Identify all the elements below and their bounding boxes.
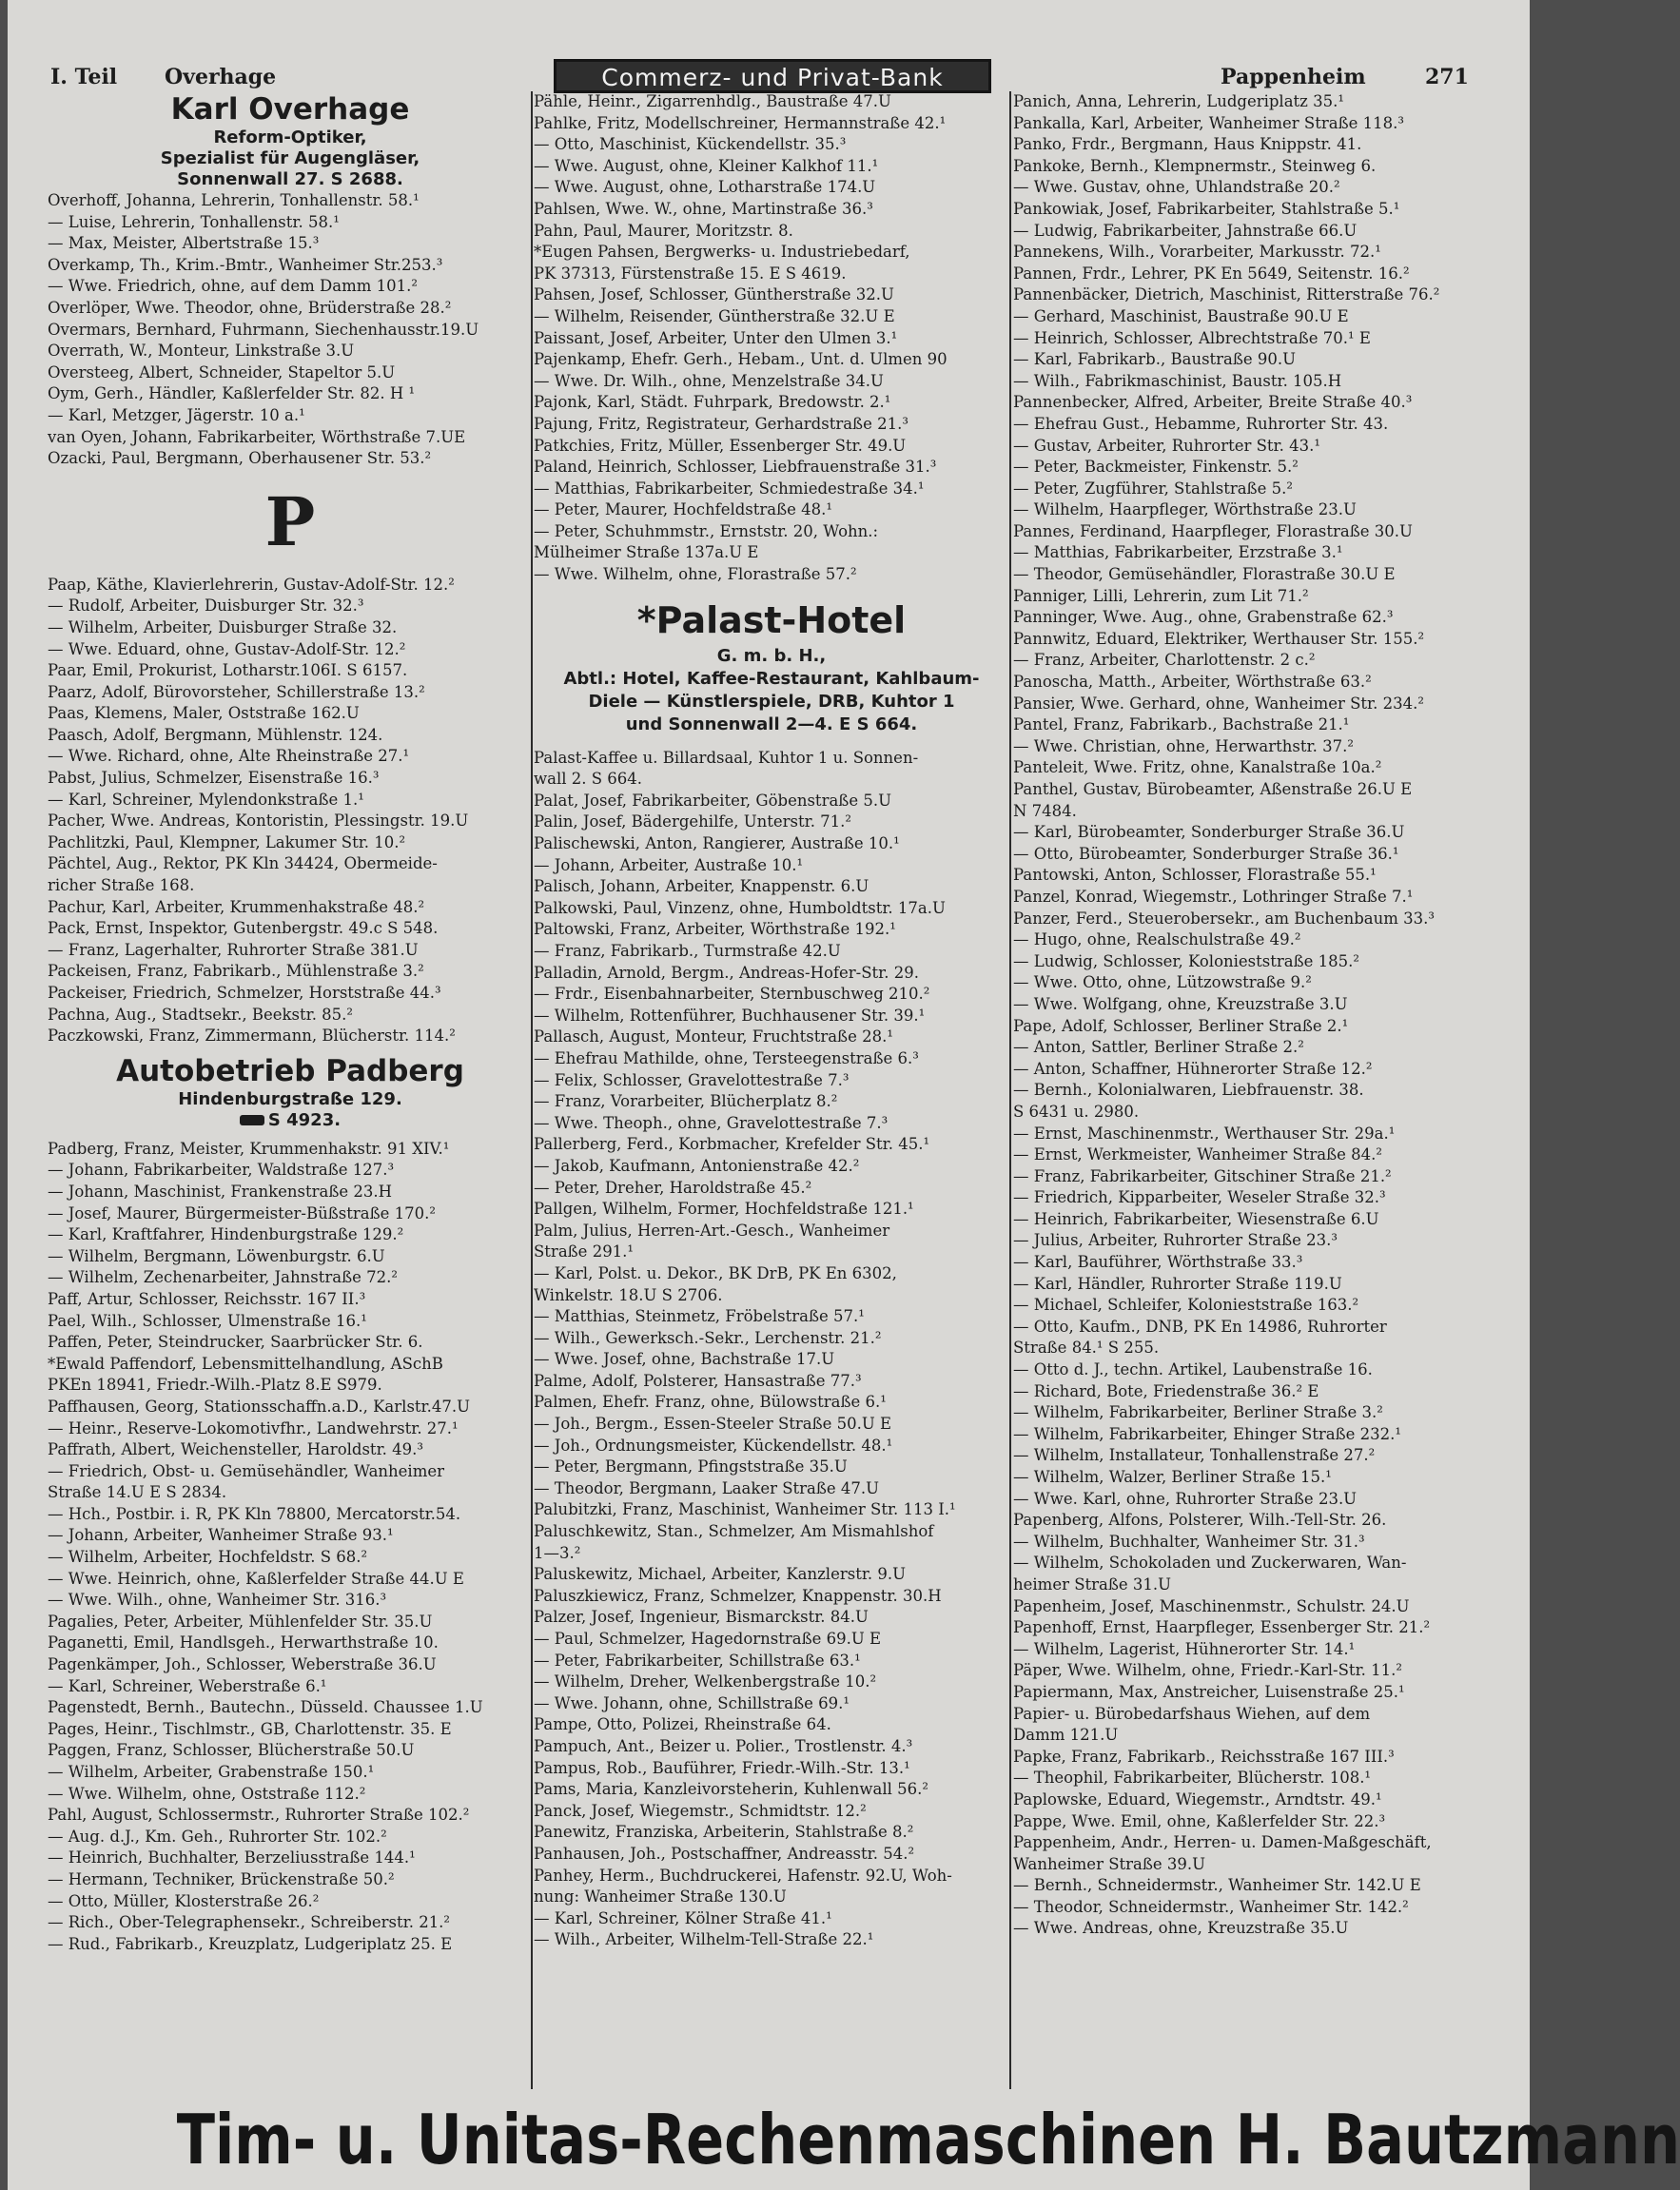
directory-entry: *Ewald Paffendorf, Lebensmittelhandlung, ASchB <box>48 1354 443 1373</box>
directory-entry: — Wilhelm, Lagerist, Hühnerorter Str. 14.¹ <box>1013 1639 1356 1658</box>
directory-entry: Paczkowski, Franz, Zimmermann, Blücherstr. 114.² <box>48 1027 456 1046</box>
directory-entry: Pachna, Aug., Stadtsekr., Beekstr. 85.² <box>48 1005 354 1024</box>
directory-entry: Pächtel, Aug., Rektor, PK Kln 34424, Obermeide- <box>48 854 438 873</box>
column-1 <box>48 91 533 2089</box>
directory-entry: Pampe, Otto, Polizei, Rheinstraße 64. <box>534 1715 831 1734</box>
directory-entry: Pack, Ernst, Inspektor, Gutenbergstr. 49.c S 548. <box>48 919 439 938</box>
directory-entry: — Peter, Maurer, Hochfeldstraße 48.¹ <box>534 500 833 519</box>
directory-entry: PKEn 18941, Friedr.-Wilh.-Platz 8.E S979. <box>48 1376 382 1395</box>
directory-entry: Pael, Wilh., Schlosser, Ulmenstraße 16.¹ <box>48 1311 367 1330</box>
directory-entry: — Michael, Schleifer, Kolonieststraße 163.² <box>1013 1296 1359 1315</box>
directory-entry: — Franz, Vorarbeiter, Blücherplatz 8.² <box>534 1092 838 1111</box>
directory-entry: — Karl, Metzger, Jägerstr. 10 a.¹ <box>48 405 305 424</box>
directory-entry: — Wilh., Fabrikmaschinist, Baustr. 105.H <box>1013 371 1342 390</box>
directory-entry: — Wwe. Wolfgang, ohne, Kreuzstraße 3.U <box>1013 994 1348 1013</box>
directory-entry: — Matthias, Fabrikarbeiter, Schmiedestraße 34.¹ <box>534 479 925 498</box>
directory-entry: — Theodor, Gemüsehändler, Florastraße 30.U E <box>1013 565 1396 584</box>
directory-entry: — Bernh., Kolonialwaren, Liebfrauenstr. 38. <box>1013 1081 1364 1100</box>
directory-entry: PK 37313, Fürstenstraße 15. E S 4619. <box>534 264 847 283</box>
directory-entry: Paarz, Adolf, Bürovorsteher, Schillerstraße 13.² <box>48 682 425 701</box>
directory-entry: Paas, Klemens, Maler, Oststraße 162.U <box>48 704 360 723</box>
directory-entry: — Wilhelm, Buchhalter, Wanheimer Str. 31.³ <box>1013 1532 1365 1551</box>
directory-entry: Panteleit, Wwe. Fritz, ohne, Kanalstraße 10a.² <box>1013 758 1382 777</box>
directory-entry: — Aug. d.J., Km. Geh., Ruhrorter Str. 102.² <box>48 1827 387 1846</box>
directory-entry: Patkchies, Fritz, Müller, Essenberger Str. 49.U <box>534 436 907 455</box>
directory-entry: — Johann, Fabrikarbeiter, Waldstraße 127.³ <box>48 1161 395 1180</box>
directory-entry: Pappenheim, Andr., Herren- u. Damen-Maßgeschäft, <box>1013 1833 1432 1852</box>
directory-entry: — Wwe. Gustav, ohne, Uhlandstraße 20.² <box>1013 178 1340 197</box>
directory-entry: Palubitzki, Franz, Maschinist, Wanheimer Str. 113 I.¹ <box>534 1500 956 1519</box>
directory-entry: Pantowski, Anton, Schlosser, Florastraße 55.¹ <box>1013 866 1377 885</box>
directory-entry: S 6431 u. 2980. <box>1013 1102 1140 1121</box>
ad-title: Autobetrieb Padberg <box>116 1053 464 1088</box>
directory-entry: Papier- u. Bürobedarfshaus Wiehen, auf dem <box>1013 1704 1371 1723</box>
directory-entry: Pahl, August, Schlossermstr., Ruhrorter Straße 102.² <box>48 1806 470 1825</box>
directory-entry: — Franz, Fabrikarb., Turmstraße 42.U <box>534 942 841 960</box>
directory-entry: — Peter, Dreher, Haroldstraße 45.² <box>534 1178 812 1197</box>
directory-entry: — Franz, Lagerhalter, Ruhrorter Straße 381.U <box>48 940 419 959</box>
directory-entry: — Wwe. Johann, ohne, Schillstraße 69.¹ <box>534 1693 850 1712</box>
directory-entry: — Karl, Schreiner, Weberstraße 6.¹ <box>48 1676 327 1695</box>
directory-entry: — Peter, Backmeister, Finkenstr. 5.² <box>1013 458 1299 477</box>
directory-entry: Pankalla, Karl, Arbeiter, Wanheimer Straße 118.³ <box>1013 113 1404 132</box>
directory-entry: — Friedrich, Kipparbeiter, Weseler Straße 32.³ <box>1013 1188 1386 1207</box>
directory-entry: — Wwe. Wilhelm, ohne, Oststraße 112.² <box>48 1784 366 1803</box>
directory-entry: Papenheim, Josef, Maschinenmstr., Schulstr. 24.U <box>1013 1596 1410 1615</box>
directory-entry: — Wwe. August, ohne, Kleiner Kalkhof 11.¹ <box>534 156 879 175</box>
directory-entry: — Theodor, Schneidermstr., Wanheimer Str. 142.² <box>1013 1897 1409 1916</box>
directory-entry: — Ehefrau Mathilde, ohne, Tersteegenstraße 6.³ <box>534 1048 919 1067</box>
directory-entry: — Heinrich, Schlosser, Albrechtstraße 70.¹ E <box>1013 328 1371 347</box>
directory-entry: — Wwe. Karl, ohne, Ruhrorter Straße 23.U <box>1013 1489 1358 1508</box>
directory-entry: — Richard, Bote, Friedenstraße 36.² E <box>1013 1381 1319 1400</box>
directory-entry: Palme, Adolf, Polsterer, Hansastraße 77.³ <box>534 1371 862 1390</box>
directory-entry: — Friedrich, Obst- u. Gemüsehändler, Wanheimer <box>48 1461 444 1480</box>
directory-entry: Palast-Kaffee u. Billardsaal, Kuhtor 1 u. Sonnen- <box>534 748 919 767</box>
directory-entry: Paggen, Franz, Schlosser, Blücherstraße 50.U <box>48 1741 415 1760</box>
directory-entry: Pape, Adolf, Schlosser, Berliner Straße 2.¹ <box>1013 1016 1349 1035</box>
directory-entry: Panthel, Gustav, Bürobeamter, Aßenstraße 26.U E <box>1013 780 1413 798</box>
directory-entry: Pappe, Wwe. Emil, ohne, Kaßlerfelder Str. 22.³ <box>1013 1811 1386 1830</box>
telephone-icon <box>240 1115 264 1125</box>
directory-entry: Pajenkamp, Ehefr. Gerh., Hebam., Unt. d. Ulmen 90 <box>534 350 947 369</box>
directory-entry: — Peter, Schuhmmstr., Ernststr. 20, Wohn.: <box>534 521 879 540</box>
directory-entry: — Julius, Arbeiter, Ruhrorter Straße 23.³ <box>1013 1231 1338 1250</box>
directory-entry: — Wwe. Otto, ohne, Lützowstraße 9.² <box>1013 973 1312 992</box>
directory-entry: — Peter, Bergmann, Pfingststraße 35.U <box>534 1457 848 1476</box>
directory-entry: N 7484. <box>1013 801 1077 820</box>
directory-entry: — Theophil, Fabrikarbeiter, Blücherstr. 108.¹ <box>1013 1769 1372 1788</box>
directory-entry: — Franz, Fabrikarbeiter, Gitschiner Straße 21.² <box>1013 1166 1392 1185</box>
directory-entry: Straße 84.¹ S 255. <box>1013 1339 1160 1358</box>
directory-entry: — Karl, Händler, Ruhrorter Straße 119.U <box>1013 1274 1342 1293</box>
directory-entry: Mülheimer Straße 137a.U E <box>534 543 759 562</box>
directory-entry: Panhausen, Joh., Postschaffner, Andreasstr. 54.² <box>534 1844 915 1863</box>
directory-entry: Pallgen, Wilhelm, Former, Hochfeldstraße 121.¹ <box>534 1200 914 1219</box>
directory-entry: Panninger, Wwe. Aug., ohne, Grabenstraße 62.³ <box>1013 608 1394 627</box>
directory-entry: 1—3.² <box>534 1543 581 1562</box>
directory-entry: — Wwe. Heinrich, ohne, Kaßlerfelder Straße 44.U E <box>48 1569 464 1588</box>
directory-entry: Pachur, Karl, Arbeiter, Krummenhakstraße 48.² <box>48 897 425 916</box>
directory-entry: — Heinrich, Fabrikarbeiter, Wiesenstraße 6.U <box>1013 1209 1379 1228</box>
directory-entry: Pages, Heinr., Tischlmstr., GB, Charlottenstr. 35. E <box>48 1719 452 1738</box>
directory-entry: Paasch, Adolf, Bergmann, Mühlenstr. 124. <box>48 725 383 744</box>
directory-entry: — Gustav, Arbeiter, Ruhrorter Str. 43.¹ <box>1013 436 1320 455</box>
directory-entry: Pansier, Wwe. Gerhard, ohne, Wanheimer Str. 234.² <box>1013 694 1424 713</box>
ad-line <box>48 1110 533 1131</box>
page-number: 271 <box>1425 65 1469 89</box>
directory-entry: — Wilhelm, Walzer, Berliner Straße 15.¹ <box>1013 1468 1332 1486</box>
directory-entry: — Ehefrau Gust., Hebamme, Ruhrorter Str. 43. <box>1013 414 1389 433</box>
directory-entry: — Ludwig, Schlosser, Kolonieststraße 185.² <box>1013 951 1359 970</box>
directory-entry: Damm 121.U <box>1013 1726 1119 1745</box>
column-3 <box>1013 91 1498 2089</box>
directory-entry: Overhoff, Johanna, Lehrerin, Tonhallenstr. 58.¹ <box>48 191 420 209</box>
directory-entry: Pahn, Paul, Maurer, Moritzstr. 8. <box>534 221 793 240</box>
directory-entry: — Karl, Bauführer, Wörthstraße 33.³ <box>1013 1253 1303 1272</box>
directory-entry: Palat, Josef, Fabrikarbeiter, Göbenstraße 5.U <box>534 791 891 810</box>
directory-entry: — Ludwig, Fabrikarbeiter, Jahnstraße 66.U <box>1013 221 1358 240</box>
directory-entry: Panzer, Ferd., Steuerobersekr., am Buchenbaum 33.³ <box>1013 909 1436 928</box>
directory-entry: — Wilhelm, Reisender, Güntherstraße 32.U E <box>534 306 895 325</box>
directory-entry: — Matthias, Fabrikarbeiter, Erzstraße 3.¹ <box>1013 543 1343 562</box>
directory-entry: — Johann, Arbeiter, Austraße 10.¹ <box>534 855 804 874</box>
directory-entry: — Otto, Kaufm., DNB, PK En 14986, Ruhrorter <box>1013 1317 1387 1336</box>
directory-entry: Palzer, Josef, Ingenieur, Bismarckstr. 84.U <box>534 1608 869 1627</box>
ad-line: Spezialist für Augengläser, <box>160 148 420 168</box>
directory-entry: Paffen, Peter, Steindrucker, Saarbrücker Str. 6. <box>48 1333 423 1352</box>
directory-entry: Paffhausen, Georg, Stationsschaffn.a.D., Karlstr.47.U <box>48 1397 471 1416</box>
directory-entry: Palin, Josef, Bädergehilfe, Unterstr. 71.² <box>534 812 852 831</box>
directory-entry: — Otto d. J., techn. Artikel, Laubenstraße 16. <box>1013 1360 1373 1379</box>
directory-entry: — Wilhelm, Dreher, Welkenbergstraße 10.² <box>534 1672 877 1691</box>
directory-entry: — Wilhelm, Schokoladen und Zuckerwaren, Wan- <box>1013 1554 1407 1573</box>
directory-entry: — Karl, Fabrikarb., Baustraße 90.U <box>1013 350 1297 369</box>
entries-paehle <box>534 91 1009 586</box>
directory-entry: — Wilhelm, Arbeiter, Duisburger Straße 32. <box>48 617 398 636</box>
directory-entry: Winkelstr. 18.U S 2706. <box>534 1285 723 1304</box>
directory-entry: — Heinr., Reserve-Lokomotivfhr., Landwehrstr. 27.¹ <box>48 1418 459 1437</box>
directory-entry: nung: Wanheimer Straße 130.U <box>534 1887 787 1906</box>
directory-entry: Papke, Franz, Fabrikarb., Reichsstraße 167 III.³ <box>1013 1747 1395 1766</box>
directory-entry: Pahlke, Fritz, Modellschreiner, Hermannstraße 42.¹ <box>534 113 947 132</box>
directory-entry: — Wilh., Arbeiter, Wilhelm-Tell-Straße 22.¹ <box>534 1930 874 1949</box>
directory-entry: Pajung, Fritz, Registrateur, Gerhardstraße 21.³ <box>534 414 908 433</box>
directory-entry: Pallerberg, Ferd., Korbmacher, Krefelder Str. 45.¹ <box>534 1135 930 1154</box>
directory-entry: — Peter, Zugführer, Stahlstraße 5.² <box>1013 479 1293 498</box>
directory-entry: — Max, Meister, Albertstraße 15.³ <box>48 234 320 253</box>
directory-entry: — Anton, Schaffner, Hühnerorter Straße 12.² <box>1013 1059 1373 1078</box>
directory-entry: Papiermann, Max, Anstreicher, Luisenstraße 25.¹ <box>1013 1682 1405 1701</box>
directory-entry: — Karl, Schreiner, Kölner Straße 41.¹ <box>534 1908 832 1927</box>
directory-entry: — Johann, Maschinist, Frankenstraße 23.H <box>48 1182 393 1201</box>
directory-entry: Overkamp, Th., Krim.-Bmtr., Wanheimer Str.253.³ <box>48 255 443 274</box>
entries-palast <box>534 748 1009 1951</box>
ad-padberg <box>48 1053 533 1131</box>
directory-entry: — Felix, Schlosser, Gravelottestraße 7.³ <box>534 1070 850 1089</box>
directory-entry: Pankowiak, Josef, Fabrikarbeiter, Stahlstraße 5.¹ <box>1013 199 1400 218</box>
ad-line: Sonnenwall 27. S 2688. <box>177 169 403 189</box>
ad-phone: S 4923. <box>267 1109 342 1130</box>
directory-entry: Päper, Wwe. Wilhelm, ohne, Friedr.-Karl-Str. 11.² <box>1013 1661 1402 1680</box>
directory-entry: Panoscha, Matth., Arbeiter, Wörthstraße 63.² <box>1013 673 1372 692</box>
directory-entry: Palisch, Johann, Arbeiter, Knappenstr. 6.U <box>534 877 869 896</box>
ad-line: Hindenburgstraße 129. <box>178 1088 402 1109</box>
directory-entry: — Wilhelm, Fabrikarbeiter, Berliner Straße 3.² <box>1013 1403 1383 1422</box>
directory-entry: Paganetti, Emil, Handlsgeh., Herwarthstraße 10. <box>48 1633 439 1652</box>
directory-entry: — Wilhelm, Arbeiter, Grabenstraße 150.¹ <box>48 1763 375 1781</box>
ad-line: und Sonnenwall 2—4. E S 664. <box>625 714 918 734</box>
directory-entry: Pallasch, August, Monteur, Fruchtstraße 28.¹ <box>534 1027 893 1046</box>
directory-entry: — Karl, Kraftfahrer, Hindenburgstraße 129.² <box>48 1225 404 1244</box>
directory-entry: Paluskewitz, Michael, Arbeiter, Kanzlerstr. 9.U <box>534 1565 907 1584</box>
directory-entry: Pannekens, Wilh., Vorarbeiter, Markusstr. 72.¹ <box>1013 243 1381 262</box>
directory-entry: Paland, Heinrich, Schlosser, Liebfrauenstraße 31.³ <box>534 458 937 477</box>
directory-entry: — Wilhelm, Fabrikarbeiter, Ehinger Straße 232.¹ <box>1013 1424 1402 1443</box>
directory-entry: Pannenbecker, Alfred, Arbeiter, Breite Straße 40.³ <box>1013 393 1413 412</box>
directory-entry: Panniger, Lilli, Lehrerin, zum Lit 71.² <box>1013 586 1309 605</box>
directory-entry: Pajonk, Karl, Städt. Fuhrpark, Bredowstr. 2.¹ <box>534 393 891 412</box>
directory-entry: — Joh., Ordnungsmeister, Kückendellstr. 48.¹ <box>534 1436 893 1455</box>
directory-entry: — Wwe. Friedrich, ohne, auf dem Damm 101.² <box>48 277 418 296</box>
directory-entry: Paff, Artur, Schlosser, Reichsstr. 167 II.³ <box>48 1289 366 1308</box>
ad-line: G. m. b. H., <box>716 645 827 666</box>
directory-entry: — Wwe. Dr. Wilh., ohne, Menzelstraße 34.U <box>534 371 884 390</box>
directory-entry: Papenhoff, Ernst, Haarpfleger, Essenberger Str. 21.² <box>1013 1618 1431 1637</box>
directory-entry: — Franz, Arbeiter, Charlottenstr. 2 c.² <box>1013 651 1316 670</box>
directory-entry: Pampuch, Ant., Beizer u. Polier., Trostlenstr. 4.³ <box>534 1736 913 1755</box>
ad-line: Reform-Optiker, <box>213 127 367 147</box>
directory-entry: Oversteeg, Albert, Schneider, Stapeltor 5.U <box>48 362 396 381</box>
directory-entry: — Paul, Schmelzer, Hagedornstraße 69.U E <box>534 1630 882 1648</box>
directory-entry: Paffrath, Albert, Weichensteller, Haroldstr. 49.³ <box>48 1440 423 1459</box>
directory-entry: richer Straße 168. <box>48 876 195 895</box>
directory-entry: Paluszkiewicz, Franz, Schmelzer, Knappenstr. 30.H <box>534 1586 942 1605</box>
directory-entry: Pagalies, Peter, Arbeiter, Mühlenfelder Str. 35.U <box>48 1612 433 1631</box>
directory-entry: Pannwitz, Eduard, Elektriker, Werthauser Str. 155.² <box>1013 629 1425 648</box>
directory-entry: — Rich., Ober-Telegraphensekr., Schreiberstr. 21.² <box>48 1913 451 1932</box>
directory-entry: Panich, Anna, Lehrerin, Ludgeriplatz 35.¹ <box>1013 92 1344 110</box>
last-entry-word: Pappenheim <box>1221 65 1366 89</box>
directory-entry: Ozacki, Paul, Bergmann, Oberhausener Str. 53.² <box>48 449 432 468</box>
directory-entry: Paplowske, Eduard, Wiegemstr., Arndtstr. 49.¹ <box>1013 1789 1382 1809</box>
directory-entry: — Luise, Lehrerin, Tonhallenstr. 58.¹ <box>48 212 340 231</box>
directory-entry: Straße 291.¹ <box>534 1242 635 1261</box>
directory-entry: Palladin, Arnold, Bergm., Andreas-Hofer-Str. 29. <box>534 963 919 982</box>
directory-entry: Packeiser, Friedrich, Schmelzer, Horststraße 44.³ <box>48 984 441 1002</box>
directory-entry: — Matthias, Steinmetz, Fröbelstraße 57.¹ <box>534 1307 865 1326</box>
directory-entry: Pähle, Heinr., Zigarrenhdlg., Baustraße 47.U <box>534 92 891 110</box>
directory-entry: Overmars, Bernhard, Fuhrmann, Siechenhausstr.19.U <box>48 320 479 339</box>
directory-entry: — Wilhelm, Arbeiter, Hochfeldstr. S 68.² <box>48 1548 368 1567</box>
directory-entry: Pannes, Ferdinand, Haarpfleger, Florastraße 30.U <box>1013 521 1413 540</box>
directory-entry: — Anton, Sattler, Berliner Straße 2.² <box>1013 1038 1304 1057</box>
first-entry-word: Overhage <box>165 65 277 89</box>
directory-entry: Papenberg, Alfons, Polsterer, Wilh.-Tell-Str. 26. <box>1013 1511 1387 1530</box>
directory-entry: — Hermann, Techniker, Brückenstraße 50.² <box>48 1869 395 1888</box>
directory-entry: — Johann, Arbeiter, Wanheimer Straße 93.¹ <box>48 1526 394 1545</box>
directory-entry: Pabst, Julius, Schmelzer, Eisenstraße 16.³ <box>48 769 380 788</box>
directory-entry: — Ernst, Werkmeister, Wanheimer Straße 84.² <box>1013 1145 1383 1164</box>
directory-entry: Pantel, Franz, Fabrikarb., Bachstraße 21.¹ <box>1013 715 1350 734</box>
ad-overhage <box>48 91 533 190</box>
directory-entry: Pacher, Wwe. Andreas, Kontoristin, Plessingstr. 19.U <box>48 811 469 831</box>
directory-entry: Paissant, Josef, Arbeiter, Unter den Ulmen 3.¹ <box>534 328 898 347</box>
ad-title: *Palast-Hotel <box>636 598 907 641</box>
directory-entry: Paltowski, Franz, Arbeiter, Wörthstraße 192.¹ <box>534 920 896 939</box>
entries-panich <box>1013 91 1498 1940</box>
directory-entry: — Wwe. Josef, ohne, Bachstraße 17.U <box>534 1350 835 1369</box>
directory-entry: Overrath, W., Monteur, Linkstraße 3.U <box>48 342 355 361</box>
directory-entry: Oym, Gerh., Händler, Kaßlerfelder Str. 82. H ¹ <box>48 384 416 403</box>
directory-entry: Paluschkewitz, Stan., Schmelzer, Am Mismahlshof <box>534 1522 934 1541</box>
section-label: I. Teil <box>50 65 118 89</box>
directory-entry: Paar, Emil, Prokurist, Lotharstr.106I. S 6157. <box>48 661 408 680</box>
directory-entry: — Wwe. Wilh., ohne, Wanheimer Str. 316.³ <box>48 1591 387 1610</box>
directory-entry: — Wilhelm, Rottenführer, Buchhausener Str. 39.¹ <box>534 1006 926 1025</box>
entries-padberg <box>48 1139 533 1956</box>
directory-entry: — Frdr., Eisenbahnarbeiter, Sternbuschweg 210.² <box>534 985 930 1004</box>
directory-entry: Panck, Josef, Wiegemstr., Schmidtstr. 12.² <box>534 1801 867 1820</box>
directory-entry: — Wilhelm, Installateur, Tonhallenstraße 27.² <box>1013 1446 1376 1465</box>
directory-entry: van Oyen, Johann, Fabrikarbeiter, Wörthstraße 7.UE <box>48 427 466 446</box>
directory-entry: — Bernh., Schneidermstr., Wanheimer Str. 142.U E <box>1013 1876 1421 1895</box>
directory-entry: Pannen, Frdr., Lehrer, PK En 5649, Seitenstr. 16.² <box>1013 264 1410 283</box>
directory-entry: Pankoke, Bernh., Klempnermstr., Steinweg 6. <box>1013 156 1377 175</box>
directory-entry: Panko, Frdr., Bergmann, Haus Knippstr. 41. <box>1013 135 1362 154</box>
directory-entry: Packeisen, Franz, Fabrikarb., Mühlenstraße 3.² <box>48 962 424 981</box>
directory-entry: Wanheimer Straße 39.U <box>1013 1854 1206 1873</box>
directory-entry: — Otto, Maschinist, Kückendellstr. 35.³ <box>534 135 847 154</box>
column-2 <box>534 91 1009 2089</box>
directory-entry: heimer Straße 31.U <box>1013 1574 1172 1594</box>
directory-entry: — Karl, Polst. u. Dekor., BK DrB, PK En 6302, <box>534 1263 897 1282</box>
directory-entry: Paap, Käthe, Klavierlehrerin, Gustav-Adolf-Str. 12.² <box>48 575 455 594</box>
directory-entry: Pannenbäcker, Dietrich, Maschinist, Ritterstraße 76.² <box>1013 285 1440 304</box>
directory-entry: Palm, Julius, Herren-Art.-Gesch., Wanheimer <box>534 1221 890 1240</box>
directory-entry: — Wwe. Theoph., ohne, Gravelottestraße 7.³ <box>534 1113 889 1132</box>
directory-entry: — Rud., Fabrikarb., Kreuzplatz, Ludgeriplatz 25. E <box>48 1934 453 1953</box>
directory-entry: Overlöper, Wwe. Theodor, ohne, Brüderstraße 28.² <box>48 298 452 317</box>
directory-entry: — Wwe. Wilhelm, ohne, Florastraße 57.² <box>534 565 857 584</box>
directory-entry: — Joh., Bergm., Essen-Steeler Straße 50.U E <box>534 1415 892 1434</box>
directory-entry: — Gerhard, Maschinist, Baustraße 90.U E <box>1013 306 1349 325</box>
ad-line: Diele — Künstlerspiele, DRB, Kuhtor 1 <box>588 691 955 712</box>
directory-entry: Panzel, Konrad, Wiegemstr., Lothringer Straße 7.¹ <box>1013 887 1414 906</box>
directory-entry: — Hch., Postbir. i. R, PK Kln 78800, Mercatorstr.54. <box>48 1504 461 1523</box>
directory-page <box>8 0 1680 2190</box>
directory-entry: — Peter, Fabrikarbeiter, Schillstraße 63.¹ <box>534 1651 861 1670</box>
directory-entry: — Wwe. Eduard, ohne, Gustav-Adolf-Str. 12.² <box>48 639 406 658</box>
directory-entry: — Wilhelm, Haarpfleger, Wörthstraße 23.U <box>1013 500 1357 519</box>
directory-entry: Pahlsen, Wwe. W., ohne, Martinstraße 36.³ <box>534 199 873 218</box>
column-divider <box>1009 91 1011 2089</box>
directory-entry: — Wwe. Christian, ohne, Herwarthstr. 37.² <box>1013 736 1354 755</box>
directory-entry: Pachlitzki, Paul, Klempner, Lakumer Str. 10.² <box>48 832 406 851</box>
directory-entry: Pahsen, Josef, Schlosser, Güntherstraße 32.U <box>534 285 894 304</box>
directory-entry: — Otto, Bürobeamter, Sonderburger Straße 36.¹ <box>1013 844 1399 863</box>
directory-entry: — Wilhelm, Zechenarbeiter, Jahnstraße 72.² <box>48 1268 398 1287</box>
entries-paap <box>48 575 533 1047</box>
directory-entry: Panewitz, Franziska, Arbeiterin, Stahlstraße 8.² <box>534 1823 914 1842</box>
directory-entry: — Hugo, ohne, Realschulstraße 49.² <box>1013 930 1301 949</box>
section-letter: P <box>264 481 316 561</box>
entries-overhoff <box>48 190 533 470</box>
directory-entry: Palischewski, Anton, Rangierer, Austraße 10.¹ <box>534 834 900 853</box>
directory-entry: — Wilhelm, Bergmann, Löwenburgstr. 6.U <box>48 1246 385 1265</box>
directory-entry: Pampus, Rob., Bauführer, Friedr.-Wilh.-Str. 13.¹ <box>534 1758 910 1777</box>
directory-entry: Pams, Maria, Kanzleivorsteherin, Kuhlenwall 56.² <box>534 1780 929 1799</box>
directory-entry: Palmen, Ehefr. Franz, ohne, Bülowstraße 6.¹ <box>534 1393 887 1412</box>
directory-entry: — Josef, Maurer, Bürgermeister-Büßstraße 170.² <box>48 1203 436 1222</box>
advertisement-footer: Tim- u. Unitas-Rechenmaschinen H. Bautzmann <box>176 2100 1680 2180</box>
directory-entry: — Otto, Müller, Klosterstraße 26.² <box>48 1891 320 1910</box>
directory-entry: — Heinrich, Buchhalter, Berzeliusstraße 144.¹ <box>48 1848 416 1867</box>
directory-entry: Pagenkämper, Joh., Schlosser, Weberstraße 36.U <box>48 1655 437 1674</box>
directory-entry: Panhey, Herm., Buchdruckerei, Hafenstr. 92.U, Woh- <box>534 1866 952 1885</box>
directory-entry: Straße 14.U E S 2834. <box>48 1483 227 1502</box>
directory-entry: — Rudolf, Arbeiter, Duisburger Str. 32.³ <box>48 596 364 616</box>
ad-line: Abtl.: Hotel, Kaffee-Restaurant, Kahlbaum- <box>563 668 980 689</box>
directory-entry: wall 2. S 664. <box>534 770 643 789</box>
directory-entry: — Wwe. Andreas, ohne, Kreuzstraße 35.U <box>1013 1919 1349 1938</box>
directory-entry: — Jakob, Kaufmann, Antonienstraße 42.² <box>534 1156 860 1175</box>
directory-entry: Pagenstedt, Bernh., Bautechn., Düsseld. Chaussee 1.U <box>48 1698 483 1717</box>
directory-entry: — Theodor, Bergmann, Laaker Straße 47.U <box>534 1478 880 1497</box>
directory-entry: — Wwe. August, ohne, Lotharstraße 174.U <box>534 178 876 197</box>
directory-entry: — Karl, Schreiner, Mylendonkstraße 1.¹ <box>48 790 364 809</box>
directory-entry: *Eugen Pahsen, Bergwerks- u. Industriebedarf, <box>534 243 910 262</box>
ad-palast-hotel <box>534 596 1009 736</box>
directory-entry: Padberg, Franz, Meister, Krummenhakstr. 91 XIV.¹ <box>48 1139 450 1158</box>
directory-entry: — Ernst, Maschinenmstr., Werthauser Str. 29a.¹ <box>1013 1124 1396 1143</box>
bank-banner: Commerz- und Privat-Bank <box>554 59 991 93</box>
directory-entry: — Wwe. Richard, ohne, Alte Rheinstraße 27.¹ <box>48 747 410 766</box>
directory-entry: — Karl, Bürobeamter, Sonderburger Straße 36.U <box>1013 823 1405 842</box>
ad-title: Karl Overhage <box>170 92 410 127</box>
directory-entry: Palkowski, Paul, Vinzenz, ohne, Humboldtstr. 17a.U <box>534 898 946 917</box>
directory-entry: — Wilh., Gewerksch.-Sekr., Lerchenstr. 21.² <box>534 1328 882 1347</box>
